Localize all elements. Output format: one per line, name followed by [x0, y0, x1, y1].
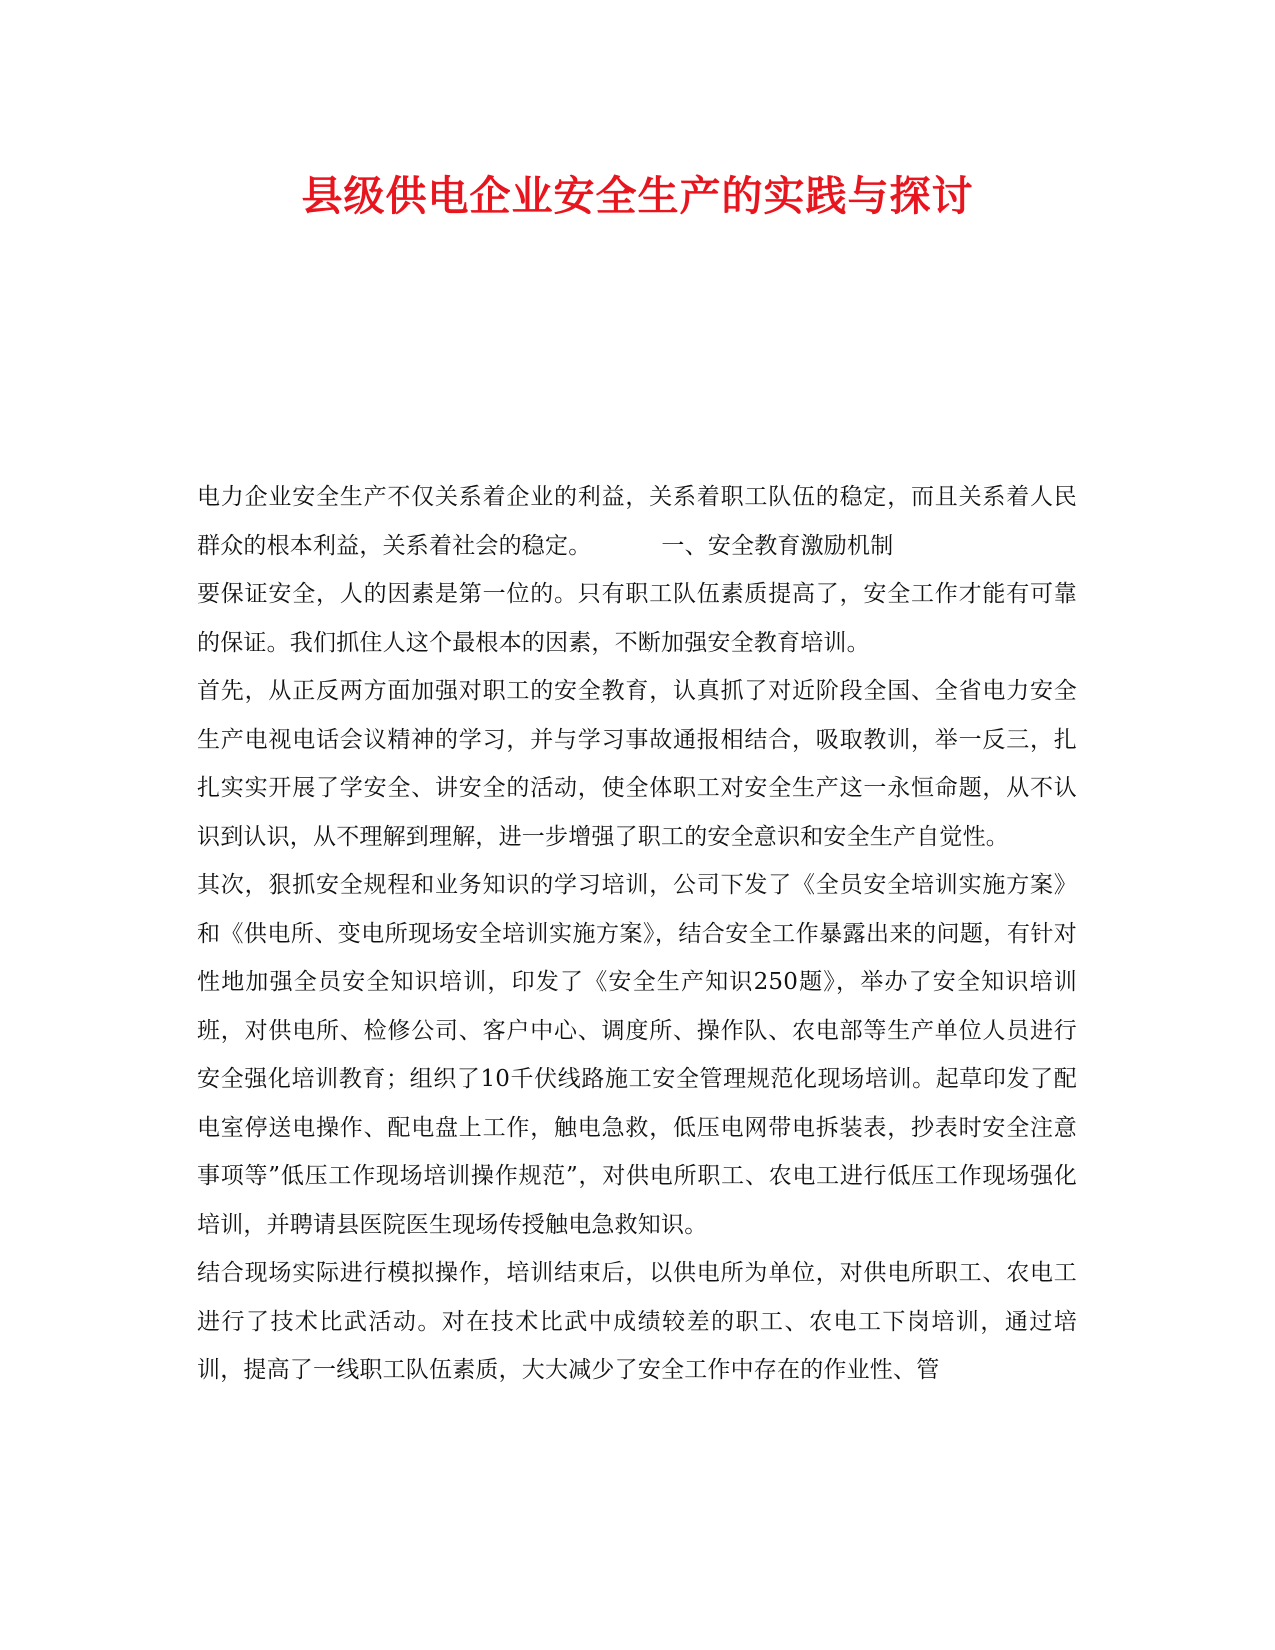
- section-heading: 一、安全教育激励机制: [661, 532, 894, 559]
- paragraph: 其次，狠抓安全规程和业务知识的学习培训，公司下发了《全员安全培训实施方案》和《供电所、变电所现场安全培训实施方案》，结合安全工作暴露出来的问题，有针对性地加强全员安全知识培训，印发了《安全生产知识250题》，举办了安全知识培训班，对供电所、检修公司、客户中心、调度所、操作队、农电部等生产单位人员进行安全强化培训教育；组织了10千伏线路施工安全管理规范化现场培训。起草印发了配电室停送电操作、配电盘上工作，触电急救，低压电网带电拆装表，抄表时安全注意事项等”低压工作现场培训操作规范”，对供电所职工、农电工进行低压工作现场强化培训，并聘请县医院医生现场传授触电急救知识。: [197, 872, 1077, 1238]
- document-title: 县级供电企业安全生产的实践与探讨: [301, 172, 974, 220]
- paragraph: 要保证安全，人的因素是第一位的。只有职工队伍素质提高了，安全工作才能有可靠的保证。我们抓住人这个最根本的因素，不断加强安全教育培训。: [197, 581, 1077, 656]
- paragraph: 首先，从正反两方面加强对职工的安全教育，认真抓了对近阶段全国、全省电力安全生产电视电话会议精神的学习，并与学习事故通报相结合，吸取教训，举一反三，扎扎实实开展了学安全、讲安全的活动，使全体职工对安全生产这一永恒命题，从不认识到认识，从不理解到理解，进一步增强了职工的安全意识和安全生产自觉性。: [197, 678, 1077, 850]
- intro-text: 电力企业安全生产不仅关系着企业的利益，关系着职工队伍的稳定，而且关系着人民群众的根本利益，关系着社会的稳定。: [197, 484, 1077, 559]
- paragraph: 结合现场实际进行模拟操作，培训结束后，以供电所为单位，对供电所职工、农电工进行了技术比武活动。对在技术比武中成绩较差的职工、农电工下岗培训，通过培训，提高了一线职工队伍素质，大大减少了安全工作中存在的作业性、管: [197, 1260, 1077, 1383]
- document-body: [197, 473, 1077, 1395]
- paragraph-intro: [197, 473, 1077, 570]
